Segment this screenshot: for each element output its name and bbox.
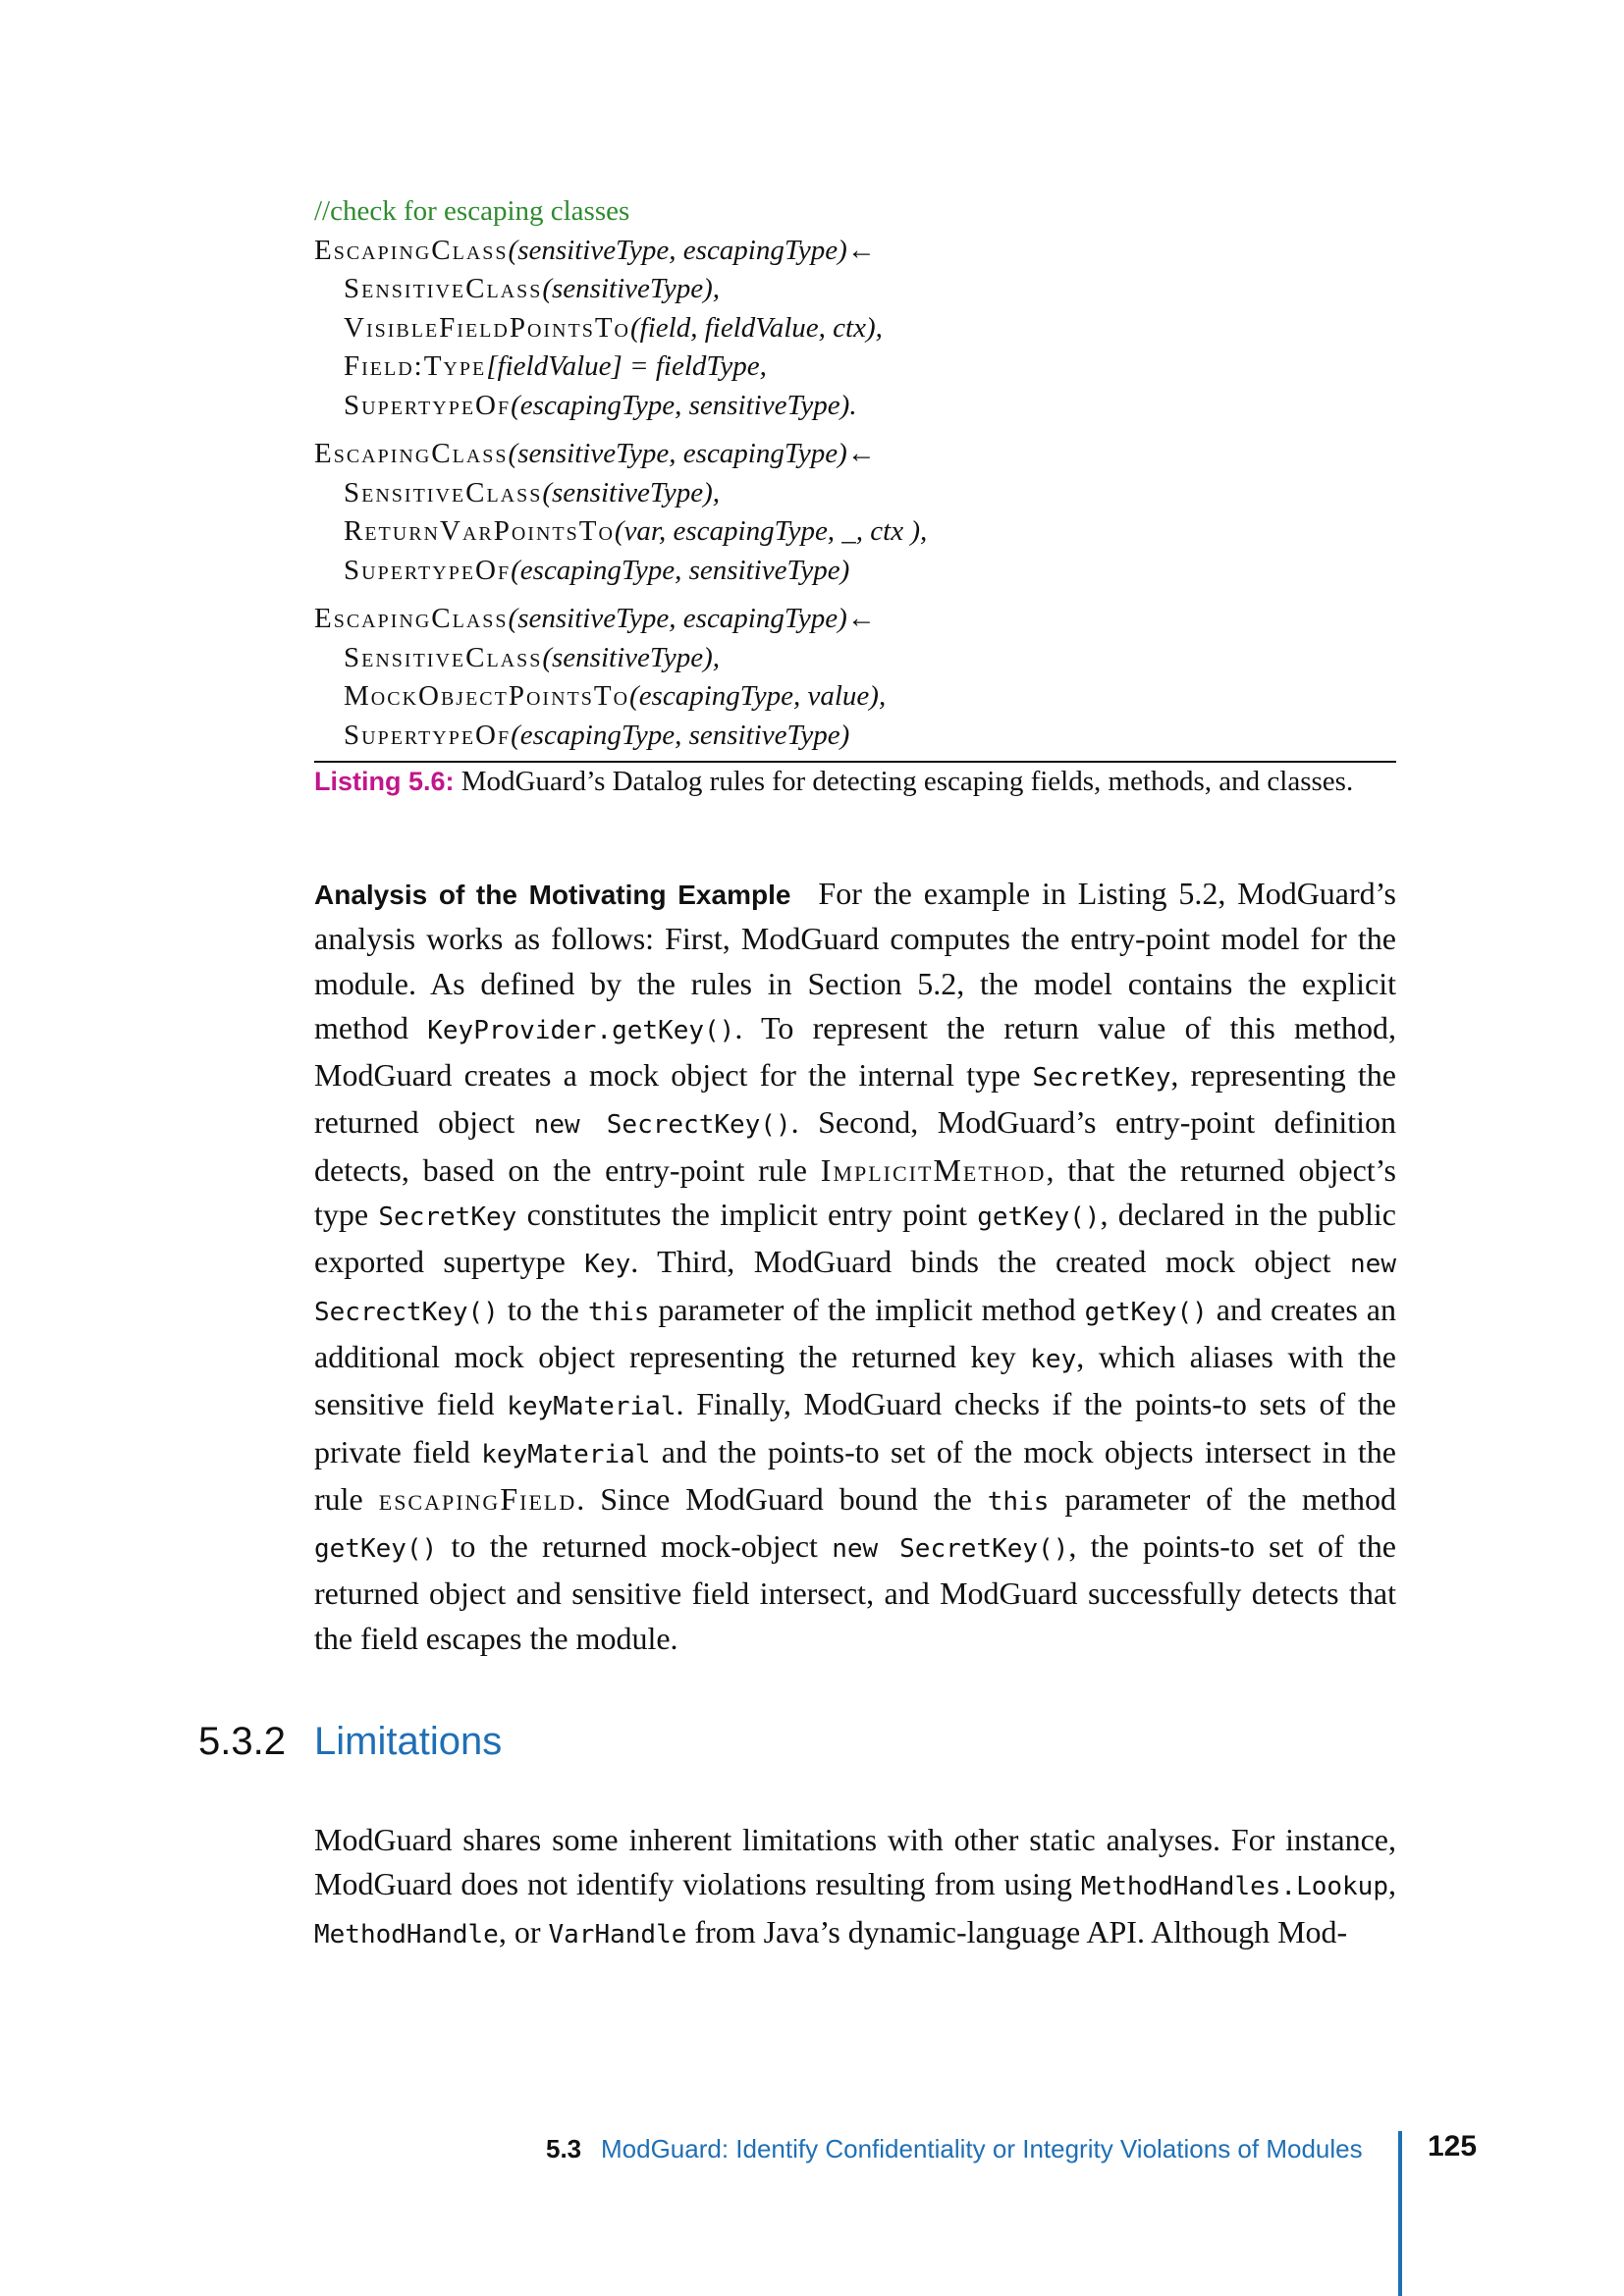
rule-body-line: SensitiveClass(sensitiveType), bbox=[344, 476, 721, 508]
footer-section-number: 5.3 bbox=[546, 2134, 582, 2163]
listing-caption bbox=[314, 763, 1396, 800]
caption-label: Listing 5.6: bbox=[314, 767, 455, 796]
inline-code: new SecrectKey() bbox=[533, 1110, 791, 1141]
inline-code: VarHandle bbox=[548, 1919, 687, 1949]
analysis-paragraph: Analysis of the Motivating Example For the example in Listing 5.2, ModGuard’s analysis works as follows: First, ModGuard computes the entry-point model for the module. As defined by the rules in Section 5.2, the model contains the explicit method KeyProvider.getKey(). To represent the return value of this method, ModGuard creates a mock object for the internal type SecretKey, representing the returned object new SecrectKey(). Second, ModGuard’s entry-point definition detects, based on the entry-point rule ImplicitMethod, that the returned object’s type SecretKey constitutes the implicit entry point getKey(), declared in the public exported supertype Key. Third, ModGuard binds the created mock object new SecrectKey() to the this parameter of the implicit method getKey() and creates an additional mock object representing the returned key key, which aliases with the sensitive field keyMaterial. Finally, ModGuard checks if the points-to sets of the private field keyMaterial and the points-to set of the mock objects intersect in the rule escapingField. Since ModGuard bound the this parameter of the method getKey() to the returned mock-object new SecretKey(), the points-to set of the returned object and sensitive field intersect, and ModGuard successfully detects that the field escapes the module. bbox=[314, 876, 1397, 1656]
rule-body-line: VisibleFieldPointsTo(field, fieldValue, ctx), bbox=[344, 311, 883, 344]
section-heading bbox=[198, 1720, 502, 1764]
code-listing bbox=[314, 192, 1396, 800]
rule-block bbox=[314, 232, 1396, 426]
footer-section-title: ModGuard: Identify Confidentiality or Integrity Violations of Modules bbox=[601, 2134, 1363, 2163]
limitations-section bbox=[314, 1818, 1396, 1957]
inline-code: key bbox=[1030, 1344, 1077, 1374]
section-title: Limitations bbox=[314, 1720, 503, 1763]
rule-name: ImplicitMethod bbox=[820, 1151, 1047, 1188]
caption-text: ModGuard’s Datalog rules for detecting escaping fields, methods, and classes. bbox=[460, 766, 1354, 797]
rule-body-line: SupertypeOf(escapingType, sensitiveType). bbox=[344, 389, 857, 421]
inline-code: SecretKey bbox=[1032, 1063, 1171, 1094]
rule-body-line: SupertypeOf(escapingType, sensitiveType) bbox=[344, 554, 850, 586]
inline-code: keyMaterial bbox=[507, 1392, 677, 1422]
rule-block bbox=[314, 435, 1396, 590]
inline-code: new SecretKey() bbox=[832, 1534, 1069, 1565]
inline-code: MethodHandle bbox=[314, 1919, 499, 1949]
analysis-section bbox=[314, 872, 1396, 1661]
rule-head: EscapingClass(sensitiveType, escapingType)← bbox=[314, 438, 876, 469]
rule-name: escapingField bbox=[378, 1480, 577, 1517]
inline-code: Key bbox=[584, 1250, 631, 1280]
rule-body-line: MockObjectPointsTo(escapingType, value), bbox=[344, 680, 887, 712]
limitations-paragraph: ModGuard shares some inherent limitations with other static analyses. For instance, ModGuard does not identify violations resulting from using MethodHandles.Lookup, MethodHandle, or VarHandle from Java’s dynamic-language API. Although Mod- bbox=[314, 1822, 1396, 1949]
inline-code: keyMaterial bbox=[481, 1439, 651, 1469]
page-number: 125 bbox=[1428, 2130, 1478, 2163]
rule-body-line: SupertypeOf(escapingType, sensitiveType) bbox=[344, 719, 850, 751]
paragraph-heading: Analysis of the Motivating Example bbox=[314, 880, 791, 910]
inline-code: getKey() bbox=[1084, 1297, 1208, 1327]
rule-head: EscapingClass(sensitiveType, escapingType)← bbox=[314, 234, 876, 266]
inline-code: SecretKey bbox=[378, 1202, 517, 1233]
inline-code: getKey() bbox=[314, 1534, 438, 1565]
page-footer bbox=[0, 2130, 1624, 2189]
section-number: 5.3.2 bbox=[198, 1720, 286, 1763]
listing-comment: //check for escaping classes bbox=[314, 195, 630, 227]
rule-body-line: SensitiveClass(sensitiveType), bbox=[344, 273, 721, 304]
inline-code: getKey() bbox=[977, 1202, 1101, 1233]
footer-divider bbox=[1398, 2131, 1402, 2296]
inline-code: KeyProvider.getKey() bbox=[427, 1015, 735, 1045]
rule-head: EscapingClass(sensitiveType, escapingType)← bbox=[314, 603, 876, 634]
inline-code: MethodHandles.Lookup bbox=[1080, 1872, 1388, 1902]
inline-code: new SecrectKey() bbox=[314, 1250, 1396, 1327]
inline-code: this bbox=[987, 1486, 1050, 1517]
inline-code: this bbox=[587, 1297, 650, 1327]
rule-block bbox=[314, 600, 1396, 755]
rule-body-line: SensitiveClass(sensitiveType), bbox=[344, 641, 721, 673]
rule-body-line: ReturnVarPointsTo(var, escapingType, _, ctx ), bbox=[344, 515, 928, 547]
rule-body-line: Field:Type[fieldValue] = fieldType, bbox=[344, 350, 767, 382]
